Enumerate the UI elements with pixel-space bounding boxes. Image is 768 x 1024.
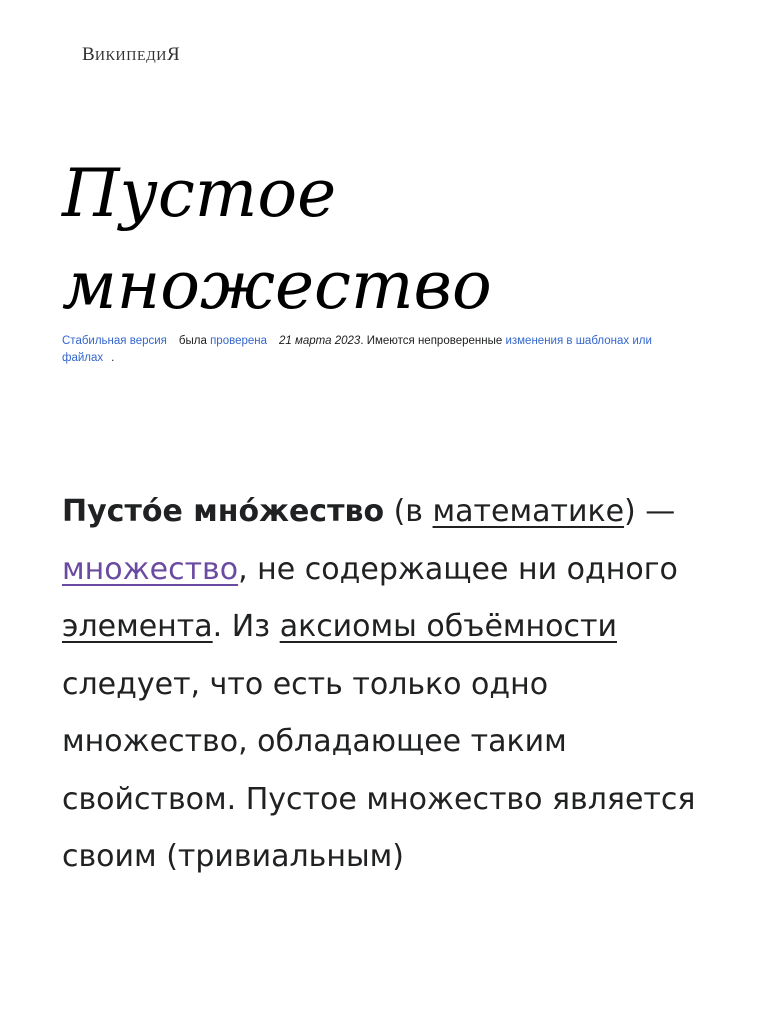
link-axiom-of-extensionality[interactable]: аксиомы объёмности (279, 609, 617, 644)
page-title (62, 148, 722, 332)
unchecked-changes-text: . Имеются непроверенные (360, 335, 503, 347)
article-lead-paragraph (62, 483, 712, 886)
page-title-line2: множество (62, 247, 492, 324)
changes-link-part1: изменения в шаблонах или (505, 335, 652, 347)
was-text: была (178, 335, 207, 347)
check-date: 21 марта 2023 (279, 335, 361, 347)
content-text-4: . Из (212, 609, 280, 644)
content-text-1: (в (384, 494, 433, 529)
logo-middle-letters: ИКИПЕДИ (94, 49, 167, 64)
link-element[interactable]: элемента (62, 609, 213, 644)
content-text-3: , не содержащее ни одного (238, 551, 678, 587)
content-text-5: следует, что есть только одно множество, обладающее таким свойством. Пустое множество является своим (тривиальным) (62, 666, 696, 874)
logo-first-letter: В (82, 44, 95, 65)
site-header (82, 44, 180, 70)
link-set[interactable]: множество (62, 551, 239, 587)
link-mathematics[interactable]: математике (432, 494, 625, 529)
checked-link[interactable]: проверена (210, 335, 268, 347)
content-text-2: ) — (624, 494, 676, 529)
article-term-bold: Пусто́е мно́жество (62, 494, 385, 529)
changes-link-part2: файлах (62, 352, 104, 364)
page-title-line1: Пустое (62, 155, 337, 232)
notice-end: . (111, 352, 115, 364)
flagged-revisions-notice (62, 333, 712, 367)
stable-version-link[interactable]: Стабильная версия (62, 335, 167, 347)
logo-last-letter: Я (166, 44, 180, 65)
wikipedia-wordmark-logo[interactable] (82, 44, 180, 66)
